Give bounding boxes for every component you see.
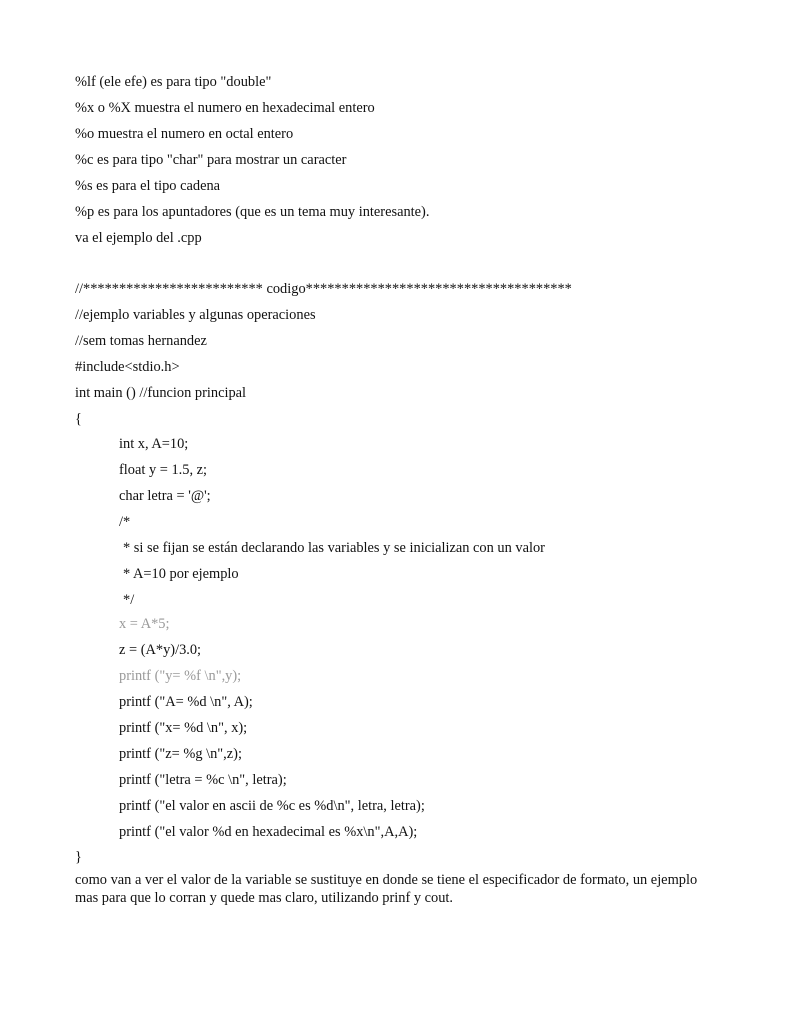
code-separator: //************************* codigo************************************* bbox=[75, 281, 572, 297]
intro-line-p: %p es para los apuntadores (que es un tema muy interesante). bbox=[75, 204, 430, 220]
code-decl-float: float y = 1.5, z; bbox=[119, 462, 208, 478]
code-comment-open: /* bbox=[119, 514, 131, 530]
code-open-brace: { bbox=[75, 411, 82, 427]
intro-line-lf: %lf (ele efe) es para tipo "double" bbox=[75, 74, 272, 90]
code-decl-int: int x, A=10; bbox=[119, 436, 189, 452]
intro-line-s: %s es para el tipo cadena bbox=[75, 178, 221, 194]
intro-line-c: %c es para tipo "char" para mostrar un caracter bbox=[75, 152, 347, 168]
code-printf-y: printf ("y= %f \n",y); bbox=[119, 668, 242, 684]
code-include: #include<stdio.h> bbox=[75, 359, 180, 375]
code-comment-2: //sem tomas hernandez bbox=[75, 333, 207, 349]
code-close-brace: } bbox=[75, 849, 82, 865]
code-printf-z: printf ("z= %g \n",z); bbox=[119, 746, 242, 762]
code-printf-letra: printf ("letra = %c \n", letra); bbox=[119, 772, 287, 788]
intro-line-example: va el ejemplo del .cpp bbox=[75, 230, 202, 246]
code-comment-close: */ bbox=[123, 592, 135, 608]
code-comment-1: //ejemplo variables y algunas operaciones bbox=[75, 307, 316, 323]
intro-line-o: %o muestra el numero en octal entero bbox=[75, 126, 294, 142]
code-main-signature: int main () //funcion principal bbox=[75, 385, 247, 401]
code-printf-hex: printf ("el valor %d en hexadecimal es %x\n",A,A); bbox=[119, 824, 418, 840]
code-printf-a: printf ("A= %d \n", A); bbox=[119, 694, 253, 710]
code-comment-line-1: * si se fijan se están declarando las variables y se inicializan con un valor bbox=[123, 540, 545, 556]
closing-paragraph: como van a ver el valor de la variable se sustituye en donde se tiene el especificador de formato, un ejemplo mas para que lo corran y quede mas claro, utilizando prinf y cout. bbox=[75, 872, 698, 906]
code-comment-line-2: * A=10 por ejemplo bbox=[123, 566, 239, 582]
code-statement-z: z = (A*y)/3.0; bbox=[119, 642, 202, 658]
code-printf-x: printf ("x= %d \n", x); bbox=[119, 720, 248, 736]
intro-line-x: %x o %X muestra el numero en hexadecimal entero bbox=[75, 100, 375, 116]
code-printf-ascii: printf ("el valor en ascii de %c es %d\n", letra, letra); bbox=[119, 798, 425, 814]
code-statement-x: x = A*5; bbox=[119, 616, 170, 632]
code-decl-char: char letra = '@'; bbox=[119, 488, 211, 504]
